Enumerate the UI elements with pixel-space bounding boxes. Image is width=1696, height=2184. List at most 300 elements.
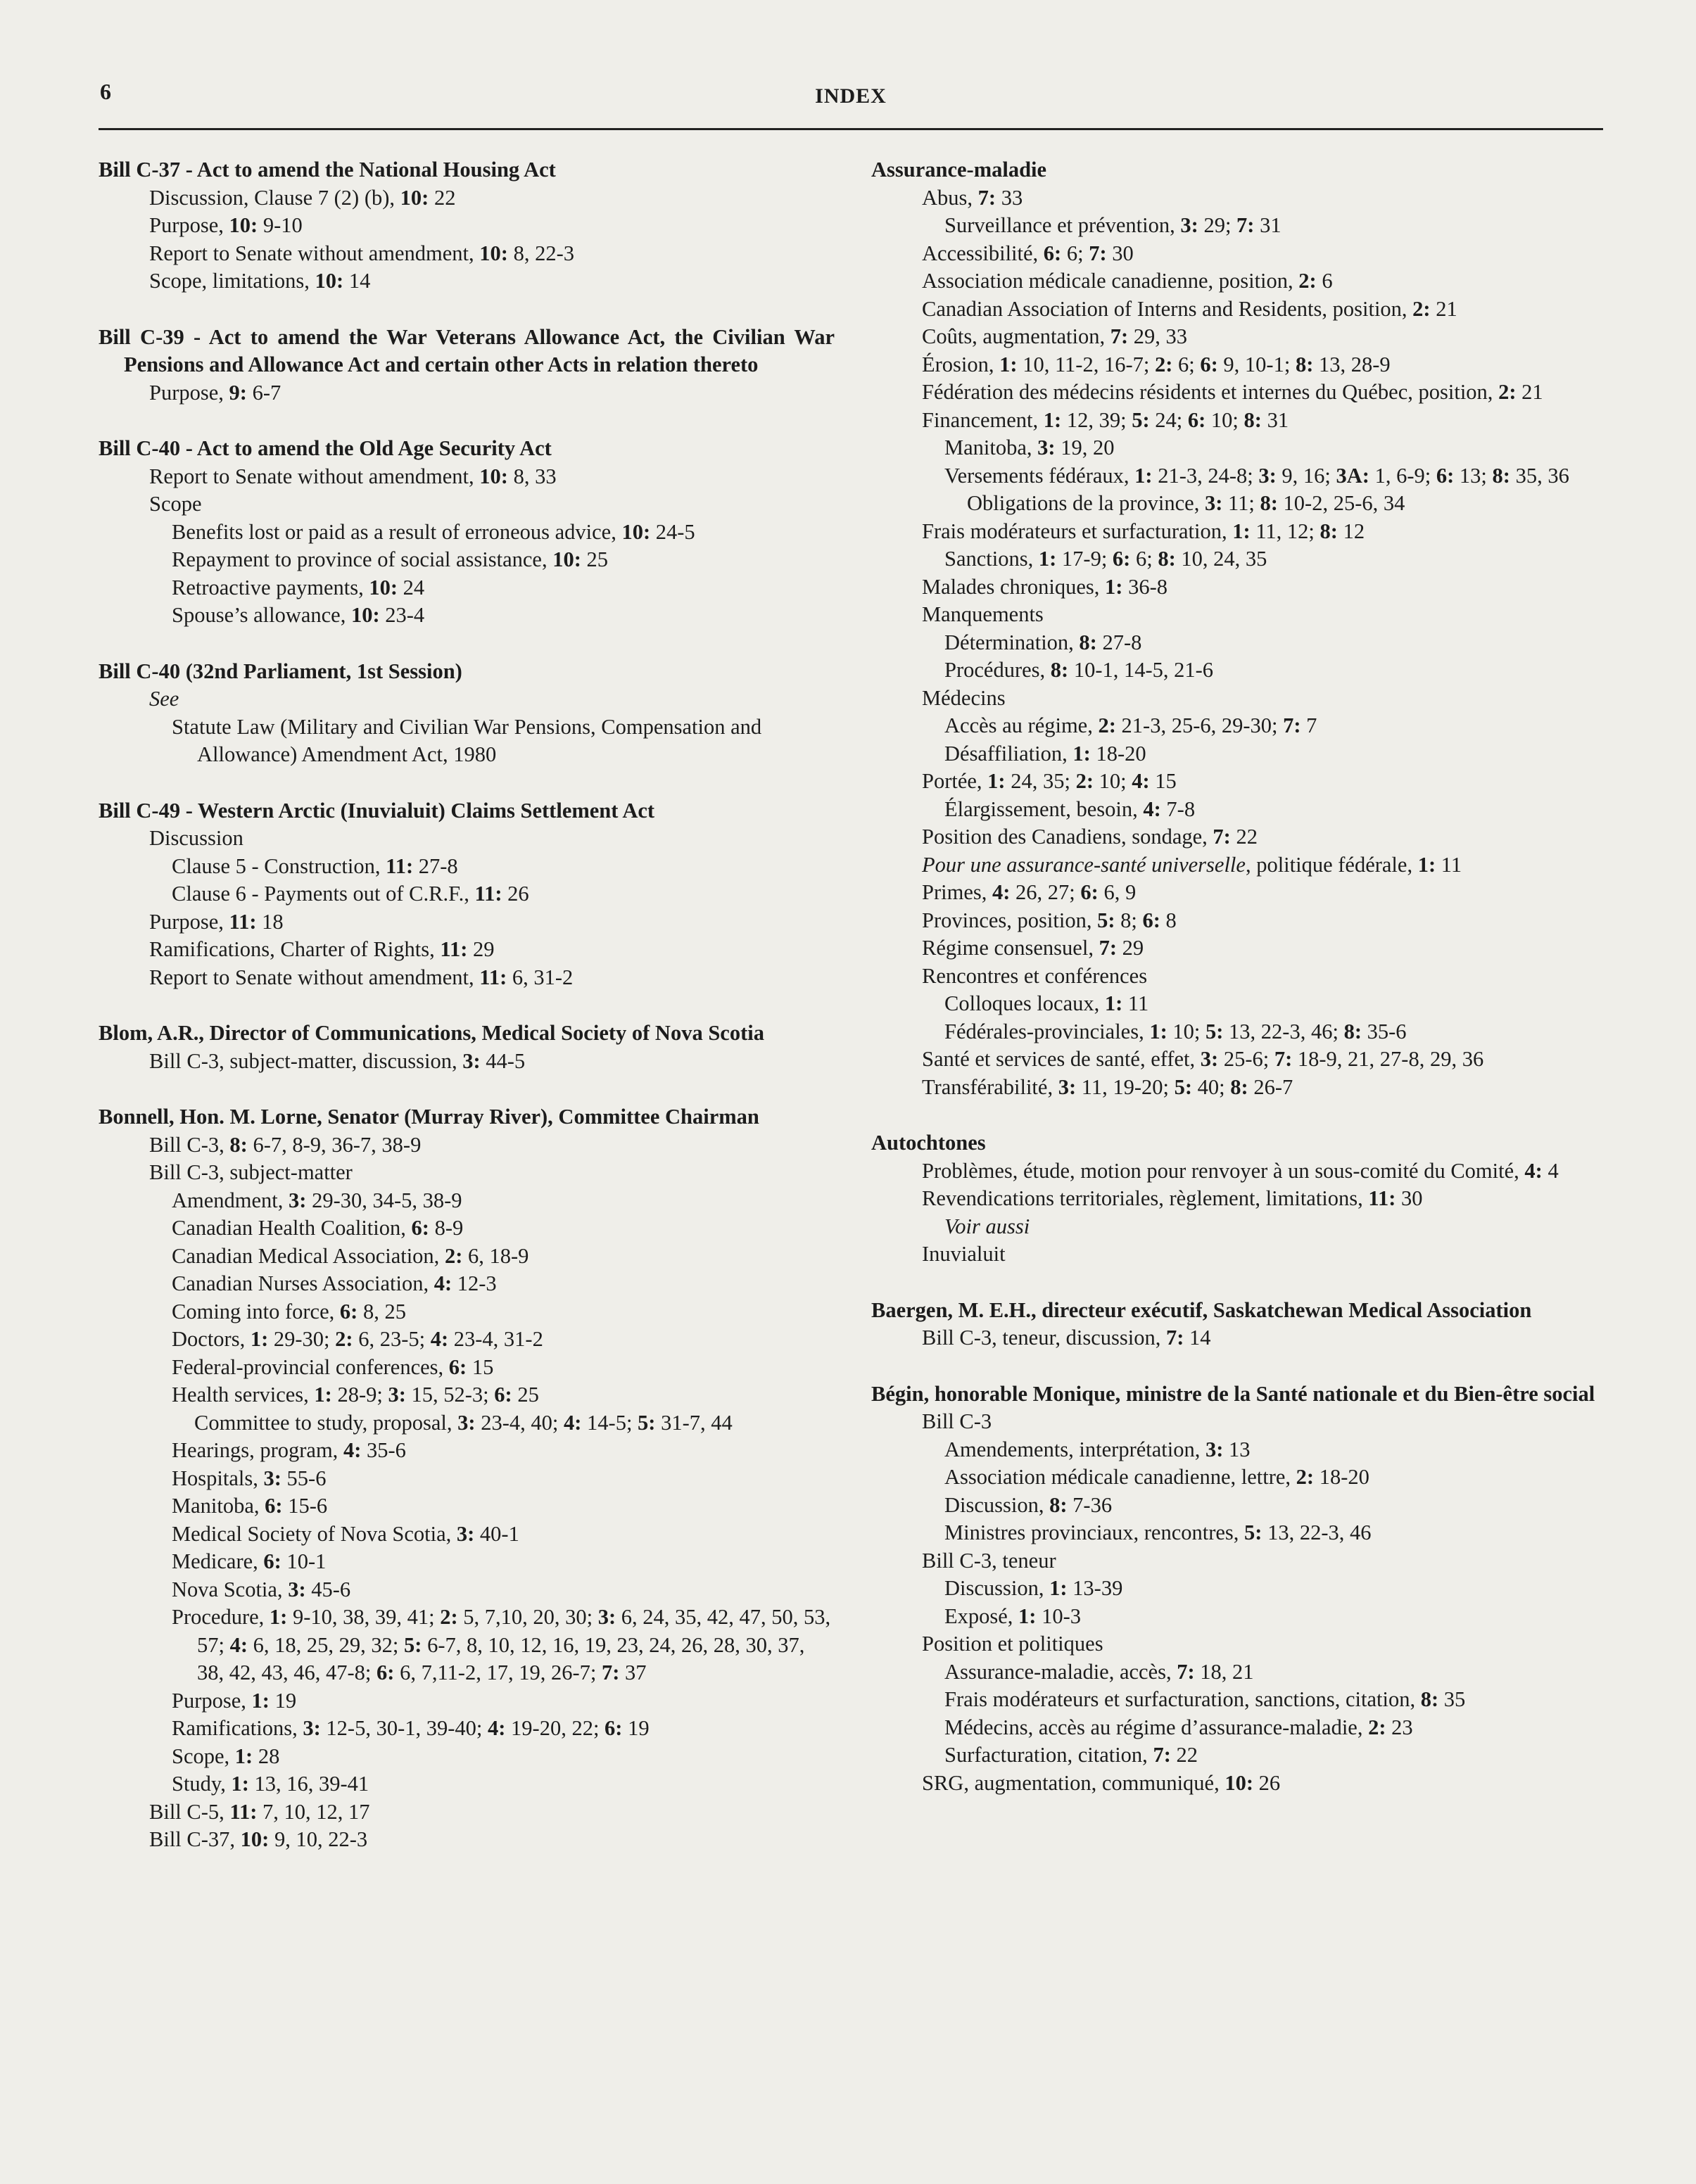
- page-reference: 1:: [1018, 1604, 1037, 1628]
- subentry-text: Report to Senate without amendment,: [149, 241, 480, 265]
- index-subentry: [897, 518, 1600, 546]
- subentry-text: Spouse’s allowance,: [172, 603, 351, 627]
- index-subentry: [146, 1576, 835, 1604]
- subentry-text: Canadian Association of Interns and Residents, position,: [922, 296, 1413, 321]
- index-subentry: [897, 240, 1600, 268]
- subentry-text: Statute Law (Military and Civilian War Pensions, Compensation and Allowance) Amendment Act, 1980: [172, 714, 762, 766]
- index-subentry: [919, 462, 1600, 490]
- page-reference: 11:: [474, 882, 502, 906]
- subentry-text: 11, 12;: [1250, 519, 1320, 543]
- subentry-text: Portée,: [922, 769, 988, 793]
- subentry-text: Canadian Health Coalition,: [172, 1216, 412, 1240]
- page-reference: 9:: [229, 380, 247, 405]
- page-reference: 6:: [376, 1661, 395, 1684]
- subentry-text: Fédération des médecins résidents et internes du Québec, position,: [922, 380, 1499, 404]
- subentry-text: Canadian Medical Association,: [172, 1243, 445, 1268]
- subentry-text: 26-7: [1248, 1074, 1293, 1099]
- page-reference: 1:: [1049, 1576, 1068, 1600]
- subentry-text: 13: [1223, 1437, 1251, 1461]
- subentry-text: 35, 36: [1510, 463, 1569, 488]
- subentry-text: 24;: [1149, 407, 1188, 432]
- subentry-text: 7, 10, 12, 17: [257, 1799, 370, 1824]
- subentry-text: Clause 5 - Construction,: [172, 853, 386, 878]
- index-subentry: [146, 1270, 835, 1298]
- subentry-text: Manquements: [922, 602, 1044, 626]
- subentry-text: Ramifications,: [172, 1716, 303, 1740]
- page-reference: 3A:: [1336, 463, 1369, 488]
- index-subentry: [897, 685, 1600, 713]
- subentry-text: 9, 10-1;: [1217, 352, 1296, 376]
- page-reference: 8:: [1230, 1074, 1248, 1099]
- index-subentry: [897, 907, 1600, 935]
- index-subentry: [919, 1519, 1600, 1547]
- index-entry: [99, 324, 835, 407]
- index-subentry: [919, 1018, 1600, 1046]
- index-subentry: [169, 1409, 835, 1437]
- subentry-text: Scope,: [172, 1744, 235, 1768]
- subentry-text: 31: [1261, 407, 1289, 432]
- page-reference: 5:: [404, 1632, 422, 1657]
- page-reference: 8:: [229, 1132, 248, 1157]
- page-reference: 1:: [1134, 463, 1153, 488]
- subentry-text: 7: [1301, 713, 1317, 737]
- subentry-text: Surfacturation, citation,: [944, 1743, 1153, 1767]
- subentry-text: Committee to study, proposal,: [194, 1410, 458, 1435]
- page-reference: 4:: [1132, 769, 1150, 793]
- index-subentry: [897, 1185, 1600, 1213]
- index-entry: [99, 1103, 835, 1854]
- subentry-text: Report to Senate without amendment,: [149, 965, 480, 989]
- subentry-text: Primes,: [922, 880, 992, 904]
- subentry-text: 9, 10, 22-3: [269, 1827, 368, 1851]
- index-subentry: [897, 1547, 1600, 1575]
- page-title: INDEX: [815, 84, 887, 108]
- index-subentry: [146, 713, 835, 769]
- page-reference: 6:: [1142, 908, 1160, 932]
- subentry-text: 18-20: [1090, 741, 1146, 766]
- subentry-text: 8, 25: [357, 1299, 406, 1323]
- subentry-text: 6, 9: [1098, 880, 1137, 904]
- subentry-text: 29;: [1198, 213, 1237, 237]
- page-reference: 7:: [1099, 936, 1117, 960]
- subentry-text: Coming into force,: [172, 1299, 340, 1323]
- subentry-text: 15, 52-3;: [405, 1383, 495, 1407]
- page-reference: 1:: [231, 1772, 249, 1796]
- page-reference: 7:: [1153, 1743, 1171, 1767]
- page-reference: 7:: [601, 1661, 620, 1684]
- subentry-text: 6;: [1172, 352, 1201, 376]
- page-reference: 8:: [1420, 1687, 1439, 1711]
- index-subentry: [124, 825, 835, 853]
- index-subentry: [919, 712, 1600, 740]
- page-reference: 1:: [1072, 741, 1091, 766]
- subentry-text: 29-30;: [268, 1327, 336, 1351]
- subentry-text: 21: [1430, 296, 1457, 321]
- subentry-text: 15: [1149, 769, 1177, 793]
- subentry-text: Revendications territoriales, règlement, limitations,: [922, 1186, 1369, 1210]
- index-subentry: [897, 296, 1600, 324]
- index-subentry: [124, 184, 835, 212]
- page-reference: 11:: [1368, 1186, 1396, 1210]
- subentry-text: Ramifications, Charter of Rights,: [149, 937, 441, 961]
- index-subentry: [124, 908, 835, 937]
- subentry-text: Medical Society of Nova Scotia,: [172, 1521, 457, 1546]
- index-subentry: [919, 1741, 1600, 1770]
- subentry-text: Study,: [172, 1772, 232, 1796]
- subentry-text: 40;: [1192, 1074, 1231, 1099]
- subentry-text: Doctors,: [172, 1327, 251, 1351]
- page-reference: 4:: [343, 1438, 362, 1462]
- index-entry: [99, 156, 835, 296]
- index-subentry: [919, 656, 1600, 685]
- subentry-text: 21-3, 24-8;: [1152, 463, 1259, 488]
- subentry-text: 10-3: [1036, 1604, 1082, 1628]
- page-reference: 4:: [1524, 1158, 1543, 1183]
- subentry-text: 23: [1386, 1715, 1413, 1739]
- page-reference: 2:: [1298, 269, 1317, 293]
- index-entry: [871, 1129, 1600, 1269]
- page-reference: 1:: [250, 1327, 269, 1351]
- subentry-text: 6, 23-5;: [353, 1327, 431, 1351]
- page-reference: 8:: [1492, 463, 1510, 488]
- page-reference: 1:: [1104, 991, 1123, 1015]
- subentry-text: Accessibilité,: [922, 241, 1044, 265]
- subentry-text: Position et politiques: [922, 1632, 1103, 1656]
- subentry-text: 18: [256, 909, 284, 934]
- subentry-text: Discussion: [149, 826, 243, 850]
- subentry-text: 6;: [1130, 547, 1158, 571]
- page-number: 6: [100, 79, 111, 104]
- page-reference: 10:: [315, 269, 344, 293]
- subentry-text: 24, 35;: [1005, 769, 1076, 793]
- subentry-text: 23-4, 31-2: [448, 1327, 543, 1351]
- index-subentry: [146, 1715, 835, 1743]
- subentry-text: 8-9: [429, 1216, 464, 1240]
- page-reference: 11:: [386, 853, 414, 878]
- subentry-text: Amendment,: [172, 1188, 289, 1212]
- subentry-text: 19, 20: [1055, 436, 1115, 459]
- page-reference: 3:: [1180, 213, 1198, 237]
- page-reference: 5:: [1205, 1019, 1224, 1043]
- subentry-text: 18-20: [1314, 1465, 1369, 1489]
- page-reference: 3:: [1200, 1047, 1219, 1071]
- subentry-text: 29: [1117, 936, 1144, 960]
- subentry-text: 13;: [1454, 463, 1493, 488]
- subentry-text: 14: [1184, 1326, 1211, 1350]
- page-reference: 8:: [1049, 1492, 1068, 1517]
- index-subentry: [897, 963, 1600, 991]
- subentry-text: 35-6: [361, 1438, 406, 1462]
- page-reference: 3:: [456, 1521, 475, 1546]
- subentry-text: Fédérales-provinciales,: [944, 1019, 1150, 1043]
- index-subentry: [146, 1243, 835, 1271]
- subentry-text: Accès au régime,: [944, 713, 1099, 737]
- subentry-text: Assurance-maladie, accès,: [944, 1659, 1177, 1684]
- subentry-text: 18-9, 21, 27-8, 29, 36: [1292, 1047, 1484, 1071]
- index-entry: [99, 658, 835, 769]
- page-reference: 6:: [1080, 880, 1099, 904]
- subentry-text: 24-5: [650, 519, 695, 544]
- index-subentry: [124, 212, 835, 240]
- subentry-text: Financement,: [922, 407, 1044, 432]
- subentry-text: 44-5: [480, 1048, 526, 1073]
- index-subentry: [897, 1324, 1600, 1352]
- index-subentry: [897, 879, 1600, 907]
- index-subentry: [146, 1743, 835, 1771]
- subentry-text: SRG, augmentation, communiqué,: [922, 1770, 1225, 1795]
- subentry-text: 1, 6-9;: [1369, 463, 1436, 488]
- subentry-text: Discussion,: [944, 1576, 1050, 1600]
- index-subentry: [919, 629, 1600, 657]
- subentry-text: 25-6;: [1218, 1047, 1274, 1071]
- subentry-text: 12, 39;: [1061, 407, 1132, 432]
- subentry-text: 13, 22-3, 46;: [1223, 1019, 1344, 1043]
- index-subentry: [146, 574, 835, 602]
- index-subentry: [897, 934, 1600, 963]
- page-reference: 6:: [263, 1549, 281, 1573]
- page-reference: 6:: [1187, 407, 1206, 432]
- subentry-text: Régime consensuel,: [922, 936, 1099, 960]
- page-reference: 1:: [1232, 519, 1251, 543]
- subentry-text: 6, 31-2: [507, 965, 574, 989]
- subentry-text: 6, 18-9: [462, 1243, 529, 1268]
- subentry-text: 24: [398, 575, 425, 599]
- subentry-text: 21-3, 25-6, 29-30;: [1115, 713, 1284, 737]
- index-subentry: [919, 740, 1600, 768]
- page-reference: 2:: [440, 1605, 458, 1629]
- page-reference: 10:: [552, 547, 581, 571]
- entry-heading: Baergen, M. E.H., directeur exécutif, Saskatchewan Medical Association: [871, 1297, 1532, 1322]
- subentry-text: 27-8: [413, 853, 458, 878]
- subentry-text: Frais modérateurs et surfacturation, sanctions, citation,: [944, 1687, 1421, 1711]
- index-subentry: [146, 602, 835, 630]
- subentry-text: Rencontres et conférences: [922, 963, 1148, 988]
- index-subentry: [146, 1354, 835, 1382]
- page-reference: 3:: [388, 1383, 406, 1407]
- index-subentry: [124, 240, 835, 268]
- index-subentry: [919, 1603, 1600, 1631]
- subentry-text: 12-5, 30-1, 39-40;: [320, 1716, 488, 1740]
- page-reference: 4:: [430, 1327, 449, 1351]
- index-subentry: [919, 545, 1600, 573]
- page-reference: 7:: [1177, 1659, 1195, 1684]
- page-reference: 7:: [1236, 213, 1255, 237]
- index-subentry: [146, 1326, 835, 1354]
- subentry-text: Purpose,: [149, 213, 229, 237]
- subentry-text: Abus,: [922, 185, 978, 210]
- page-reference: 8:: [1079, 630, 1097, 654]
- page-reference: 5:: [1174, 1074, 1193, 1099]
- page-reference: 1:: [314, 1383, 332, 1407]
- subentry-text: 26, 27;: [1010, 880, 1081, 904]
- index-subentry: [124, 936, 835, 964]
- index-subentry: [919, 1464, 1600, 1492]
- index-subentry: [124, 1798, 835, 1827]
- subentry-text: 28-9;: [331, 1383, 388, 1407]
- page-reference: 1:: [1417, 852, 1436, 877]
- subentry-text: 23-4, 40;: [475, 1410, 564, 1435]
- subentry-text: Malades chroniques,: [922, 574, 1106, 599]
- subentry-text: 6, 7,11-2, 17, 19, 26-7;: [394, 1661, 602, 1684]
- page-reference: 11:: [479, 965, 507, 989]
- entry-heading: Bégin, honorable Monique, ministre de la Santé nationale et du Bien-être social: [871, 1381, 1595, 1406]
- subentry-text: 6, 24, 35, 42, 47, 50, 53, 57;: [197, 1605, 831, 1657]
- page-reference: 2:: [1368, 1715, 1386, 1739]
- page-reference: 10:: [229, 213, 258, 237]
- page-reference: 4:: [229, 1632, 248, 1657]
- page-reference: 2:: [335, 1327, 353, 1351]
- subentry-text: 21: [1516, 380, 1543, 404]
- index-subentry: [124, 1131, 835, 1160]
- subentry-text: 12-3: [452, 1271, 497, 1295]
- page-reference: 8:: [1260, 491, 1278, 515]
- index-subentry: [919, 1714, 1600, 1742]
- page-reference: 5:: [1132, 407, 1150, 432]
- page-reference: 2:: [1296, 1465, 1315, 1489]
- subentry-text: Surveillance et prévention,: [944, 213, 1181, 237]
- subentry-text: 6-7, 8-9, 36-7, 38-9: [247, 1132, 422, 1157]
- subentry-text: Health services,: [172, 1383, 315, 1407]
- entry-heading: Bill C-49 - Western Arctic (Inuvialuit) Claims Settlement Act: [99, 798, 655, 823]
- subentry-text: 14-5;: [581, 1410, 638, 1435]
- subentry-text: Discussion,: [944, 1492, 1050, 1517]
- index-subentry: [897, 768, 1600, 796]
- subentry-text: 22: [429, 185, 456, 210]
- subentry-text: Sanctions,: [944, 547, 1039, 571]
- page-reference: 2:: [1098, 713, 1116, 737]
- subentry-text: Repayment to province of social assistance,: [172, 547, 553, 571]
- page-reference: 7:: [1089, 241, 1107, 265]
- subentry-text: 10;: [1205, 407, 1244, 432]
- page-reference: 1:: [987, 769, 1006, 793]
- subentry-text: Canadian Nurses Association,: [172, 1271, 434, 1295]
- subentry-text: 13, 16, 39-41: [248, 1772, 369, 1796]
- subentry-text: 45-6: [305, 1577, 351, 1601]
- page-reference: 3:: [288, 1577, 306, 1601]
- entry-heading: Bonnell, Hon. M. Lorne, Senator (Murray River), Committee Chairman: [99, 1105, 759, 1129]
- subentry-text: 35-6: [1361, 1019, 1407, 1043]
- subentry-text: Retroactive payments,: [172, 575, 369, 599]
- index-subentry: [146, 880, 835, 908]
- subentry-text: 11, 19-20;: [1076, 1074, 1175, 1099]
- page-reference: 2:: [444, 1243, 463, 1268]
- index-subentry: [919, 1686, 1600, 1714]
- index-subentry: [897, 601, 1600, 629]
- subentry-text: 28: [253, 1744, 280, 1768]
- subentry-text: 37: [619, 1661, 647, 1684]
- subentry-text: 9, 16;: [1276, 463, 1336, 488]
- page-reference: 1:: [1038, 547, 1057, 571]
- index-subentry: [897, 1770, 1600, 1798]
- subentry-text: 15: [467, 1354, 494, 1379]
- index-entry: [871, 1297, 1600, 1352]
- subentry-text: 19: [269, 1688, 297, 1713]
- page-reference: 6:: [494, 1383, 512, 1407]
- subentry-text: Medicare,: [172, 1549, 264, 1573]
- subentry-text: 9-10, 38, 39, 41;: [287, 1605, 441, 1629]
- subentry-text: 10-1: [281, 1549, 327, 1573]
- subentry-text: Bill C-3, subject-matter, discussion,: [149, 1048, 463, 1073]
- index-subentry: [897, 1240, 1600, 1269]
- index-subentry: [897, 184, 1600, 212]
- page-reference: 11:: [229, 1799, 258, 1824]
- page-reference: 1:: [1043, 407, 1062, 432]
- index-subentry: [897, 851, 1600, 880]
- page-reference: 5:: [1097, 908, 1115, 932]
- subentry-text: 8, 33: [507, 464, 557, 488]
- page-reference: 7:: [1110, 324, 1129, 348]
- page-reference: 6:: [339, 1299, 358, 1323]
- page-reference: 5:: [1244, 1520, 1262, 1544]
- subentry-text: 19: [622, 1716, 650, 1740]
- index-subentry: [146, 1187, 835, 1215]
- subentry-text: 5, 7,10, 20, 30;: [457, 1605, 598, 1629]
- page-reference: 1:: [1149, 1019, 1167, 1043]
- subentry-text: Pour une assurance-santé universelle: [922, 852, 1246, 877]
- index-subentry: [897, 573, 1600, 602]
- subentry-text: Versements fédéraux,: [944, 463, 1135, 488]
- subentry-text: 35: [1438, 1687, 1466, 1711]
- index-subentry: [919, 796, 1600, 824]
- page-reference: 11:: [229, 909, 257, 934]
- index-subentry: [919, 1658, 1600, 1687]
- index-subentry: [919, 1213, 1600, 1241]
- subentry-text: Purpose,: [172, 1688, 252, 1713]
- subentry-text: 10-1, 14-5, 21-6: [1068, 658, 1214, 682]
- subentry-text: 25: [512, 1383, 539, 1407]
- subentry-text: Position des Canadiens, sondage,: [922, 825, 1213, 849]
- page-reference: 2:: [1498, 380, 1517, 404]
- index-subentry: [124, 379, 835, 407]
- subentry-text: Inuvialuit: [922, 1242, 1006, 1266]
- index-subentry: [897, 379, 1600, 407]
- index-subentry: [124, 1159, 835, 1187]
- subentry-text: Benefits lost or paid as a result of erroneous advice,: [172, 519, 622, 544]
- subentry-text: 19-20, 22;: [505, 1716, 605, 1740]
- subentry-text: 11: [1122, 991, 1149, 1015]
- subentry-text: 18, 21: [1194, 1659, 1254, 1684]
- subentry-text: 22: [1230, 825, 1258, 849]
- subentry-text: Bill C-3,: [149, 1132, 230, 1157]
- subentry-text: 11: [1436, 852, 1462, 877]
- page-reference: 10:: [479, 464, 508, 488]
- page-reference: 4:: [487, 1716, 506, 1740]
- subentry-text: Purpose,: [149, 909, 229, 934]
- index-subentry: [124, 1048, 835, 1076]
- entry-heading: Bill C-40 - Act to amend the Old Age Security Act: [99, 436, 552, 460]
- subentry-text: Procédures,: [944, 658, 1051, 682]
- index-subentry: [897, 1408, 1600, 1436]
- page-reference: 10:: [479, 241, 508, 265]
- subentry-text: 31-7, 44: [655, 1410, 733, 1435]
- page-reference: 4:: [1143, 796, 1161, 821]
- page-reference: 8:: [1295, 352, 1314, 376]
- index-subentry: [146, 853, 835, 881]
- subentry-text: 13-39: [1067, 1576, 1123, 1600]
- subentry-text: 25: [581, 547, 609, 571]
- index-subentry: [146, 1465, 835, 1493]
- subentry-text: Hearings, program,: [172, 1438, 343, 1462]
- subentry-text: 6: [1316, 269, 1333, 293]
- page-reference: 4:: [992, 880, 1011, 904]
- index-subentry: [146, 1770, 835, 1798]
- subentry-text: 31: [1254, 213, 1282, 237]
- subentry-text: Discussion, Clause 7 (2) (b),: [149, 185, 400, 210]
- subentry-text: 29, 33: [1128, 324, 1187, 348]
- subentry-text: 13, 22-3, 46: [1262, 1520, 1372, 1544]
- index-subentry: [919, 990, 1600, 1018]
- subentry-text: Désaffiliation,: [944, 741, 1073, 766]
